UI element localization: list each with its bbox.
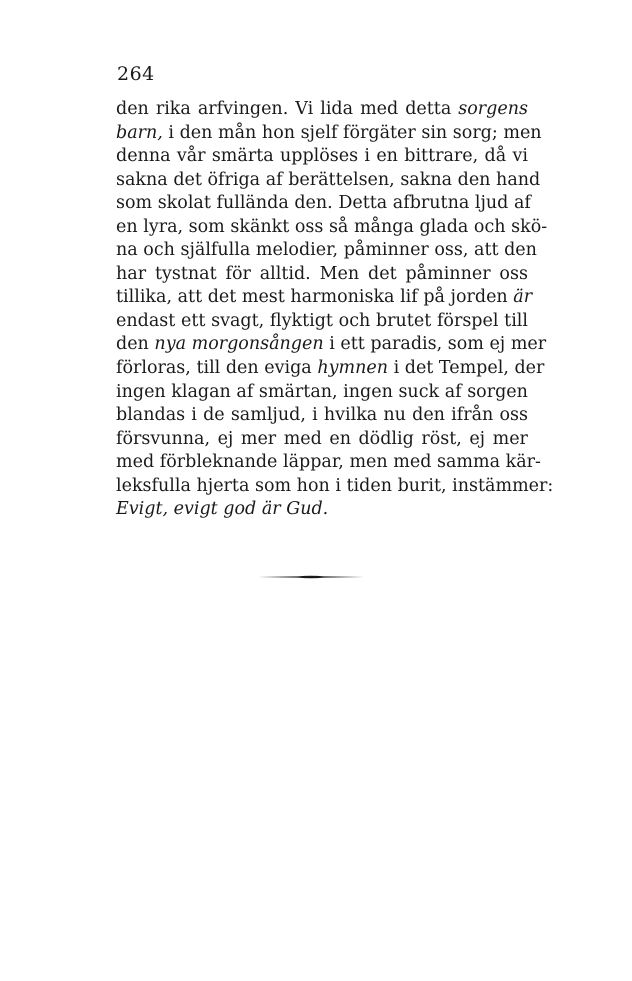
text-line-11: den nya morgonsången i ett paradis, som ej mer bbox=[116, 334, 547, 355]
text-line-9: tillika, att det mest harmoniska lif på jorden är bbox=[116, 287, 533, 308]
text-line-2: barn, i den mån hon sjelf förgäter sin sorg; men bbox=[116, 122, 542, 143]
text-line-5: som skolat fullända den. Detta afbrutna ljud af bbox=[116, 193, 531, 214]
text-line-8: har tystnat för alltid. Men det påminner oss bbox=[116, 263, 528, 284]
text-line-13: ingen klagan af smärtan, ingen suck af sorgen bbox=[116, 381, 528, 402]
page-number: 264 bbox=[117, 63, 155, 85]
text-line-17: leksfulla hjerta som hon i tiden burit, instämmer: bbox=[116, 475, 554, 496]
text-line-15: försvunna, ej mer med en dödlig röst, ej mer bbox=[116, 428, 528, 449]
body-text bbox=[116, 98, 554, 522]
text-line-7: na och själfulla melodier, påminner oss, att den bbox=[116, 240, 537, 261]
text-line-10: endast ett svagt, flyktigt och brutet förspel till bbox=[116, 310, 528, 331]
text-line-4: sakna det öfriga af berättelsen, sakna den hand bbox=[116, 169, 541, 190]
text-line-16: med förbleknande läppar, men med samma kär- bbox=[116, 452, 541, 473]
text-line-14: blandas i de samljud, i hvilka nu den ifrån oss bbox=[116, 405, 528, 426]
text-line-12: förloras, till den eviga hymnen i det Tempel, der bbox=[116, 358, 545, 379]
ornamental-rule bbox=[258, 575, 364, 579]
text-line-6: en lyra, som skänkt oss så många glada och skö- bbox=[116, 216, 548, 237]
text-line-1: den rika arfvingen. Vi lida med detta sorgens bbox=[116, 99, 528, 119]
text-line-3: denna vår smärta upplöses i en bittrare, då vi bbox=[116, 146, 528, 167]
text-line-18: Evigt, evigt god är Gud. bbox=[116, 499, 329, 520]
